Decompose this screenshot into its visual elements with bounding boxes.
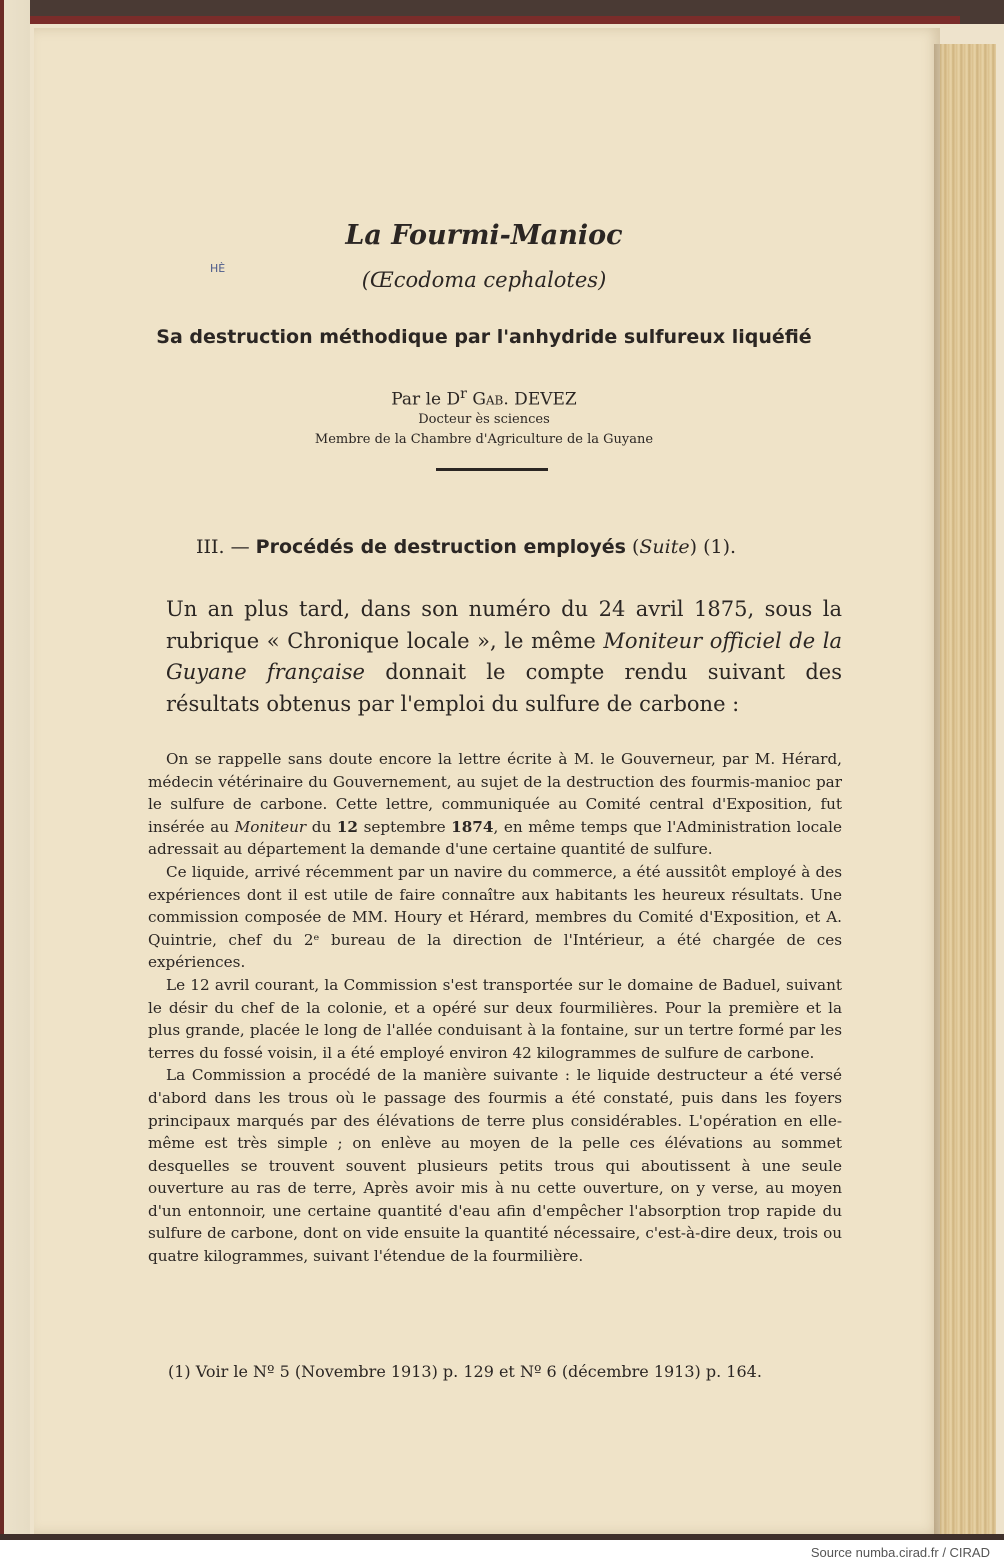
- title-rule: [436, 468, 548, 471]
- quote-paragraph-1: [148, 748, 842, 861]
- binding-margin: [4, 0, 30, 1540]
- intro-text-2: donnait le compte rendu suivant des résultats obtenus par l'emploi du sulfure de carbone :: [166, 660, 843, 716]
- section-suite: Suite: [639, 536, 690, 558]
- author-prefix: Par le D: [391, 389, 461, 410]
- article-title: La Fourmi-Manioc: [345, 220, 623, 251]
- section-note-ref: (1).: [703, 536, 737, 558]
- quote-p1-d: , en même temps que l'Administration locale adressait au département la demande d'une certaine quantité de sulfure.: [148, 817, 842, 859]
- cover-edge: [0, 16, 960, 24]
- paper-page: [34, 28, 940, 1534]
- quote-paragraph-4: La Commission a procédé de la manière suivante : le liquide destructeur a été versé d'abord dans les trous où le passage des fourmis a été constaté, puis dans les foyers principaux marqués par des élévations de terre plus considérables. L'opération en elle-même est très simple ; on enlève au moyen de la pelle ces élévations au sommet desquelles se trouvent souvent plusieurs petits trous qui aboutissent à une seule ouverture au ras de terre, Après avoir mis à nu cette ouverture, on y verse, au moyen d'un entonnoir, une certaine quantité d'eau afin d'empêcher l'absorption trop rapide du sulfure de carbone, dont on vide ensuite la quantité nécessaire, c'est-à-dire deux, trois ou quatre kilogrammes, suivant l'étendue de la fourmilière.: [148, 1066, 842, 1266]
- article-subtitle: (Œcodoma cephalotes): [361, 268, 607, 292]
- fore-edge: [940, 44, 996, 1538]
- library-stamp: HÈ: [210, 262, 226, 275]
- intro-text-1: Un an plus tard, dans son numéro du 24 avril 1875, sous la rubrique « Chronique locale », le même: [166, 597, 842, 653]
- section-number: III. —: [196, 536, 250, 558]
- quote-p1-journal: Moniteur: [234, 817, 307, 836]
- footnote: (1) Voir le Nº 5 (Novembre 1913) p. 129 et Nº 6 (décembre 1913) p. 164.: [168, 1362, 762, 1381]
- quoted-report: [148, 748, 842, 1268]
- page-shadow: [934, 44, 944, 1534]
- quote-p1-a: On se rappelle sans doute encore la lettre écrite à M. le Gouverneur, par M. Hérard, médecin vétérinaire du Gouvernement, au sujet de la destruction des fourmis-manioc par le sulfure de carbone. Cette lettre, communiquée au Comité central d'Exposition, fut insérée au: [148, 750, 842, 836]
- bottom-edge: [0, 1534, 1004, 1540]
- intro-journal: Moniteur officiel de la Guyane française: [166, 628, 843, 684]
- quote-p1-b: du: [306, 817, 337, 836]
- article-heading: Sa destruction méthodique par l'anhydride sulfureux liquéfié: [156, 326, 812, 348]
- affiliation-degree: Docteur ès sciences: [418, 412, 550, 427]
- quote-p1-day: 12: [336, 817, 358, 836]
- quote-paragraph-2: Ce liquide, arrivé récemment par un navire du commerce, a été aussitôt employé à des expériences dont il est utile de faire connaître aux habitants les heureux résultats. Une commission composée de MM. Houry et Hérard, membres du Comité d'Exposition, et A. Quintrie, chef du 2ᵉ bureau de la direction de l'Intérieur, a été chargée de ces expériences.: [148, 862, 842, 972]
- section-title: Procédés de destruction employés: [255, 536, 626, 558]
- source-credit: Source numba.cirad.fr / CIRAD: [810, 1545, 990, 1560]
- quote-paragraph-3: Le 12 avril courant, la Commission s'est transportée sur le domaine de Baduel, suivant le désir du chef de la colonie, et a opéré sur deux fourmilières. Pour la première et la plus grande, placée le long de l'allée conduisant à la fontaine, sur un tertre formé par les terres du fossé voisin, il a été employé environ 42 kilogrammes de sulfure de carbone.: [148, 975, 842, 1062]
- author-name: Gab. DEVEZ: [472, 389, 577, 410]
- affiliation-member: Membre de la Chambre d'Agriculture de la Guyane: [314, 432, 654, 447]
- section-heading: III. — Procédés de destruction employés (Suite) (1).: [196, 536, 737, 558]
- author-sup: r: [460, 386, 467, 402]
- author-line: [114, 386, 854, 410]
- quote-p1-year: 1874: [451, 817, 494, 836]
- intro-paragraph: [148, 594, 842, 720]
- quote-p1-c: septembre: [358, 817, 452, 836]
